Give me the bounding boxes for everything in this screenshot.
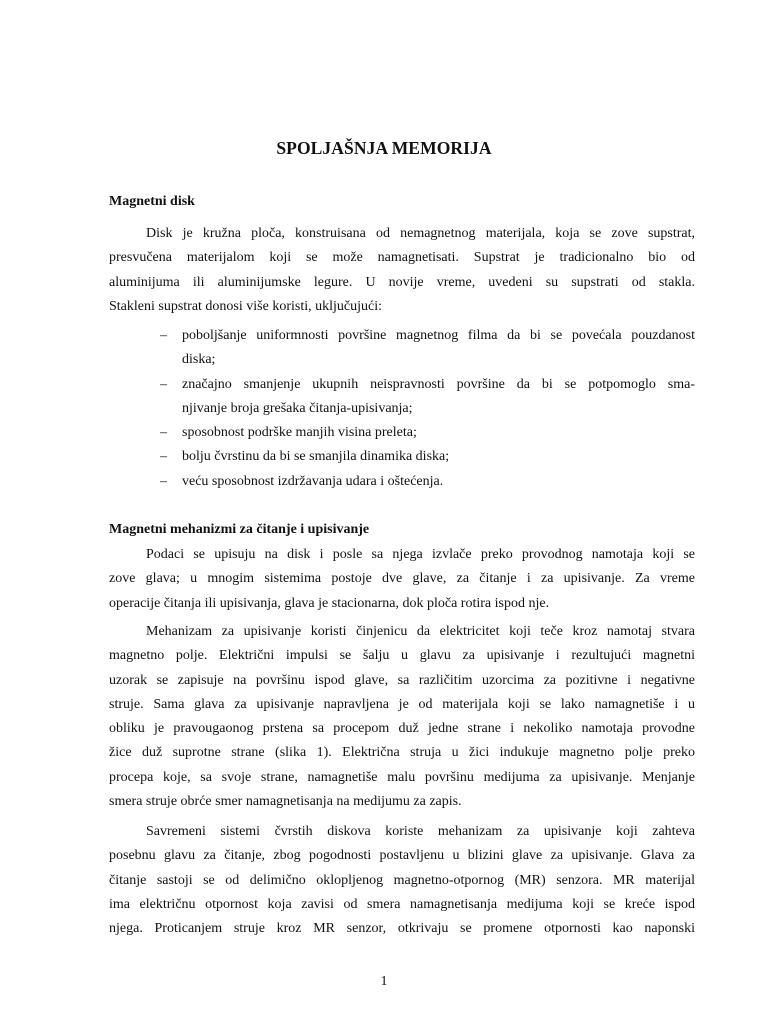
- text-line: Disk je kružna ploča, konstruisana od nemagnetnog materijala, koja se zove supstrat,: [146, 226, 695, 241]
- list-item: [109, 324, 695, 373]
- text-line: žice duž suprotne strane (slika 1). Električna struja u žici indukuje magnetno polje preko: [109, 745, 695, 761]
- text-line: diska;: [182, 352, 216, 368]
- text-line: obliku je pravougaonog prstena sa procepom duž jedne strane i nekoliko namotaja provodne: [109, 721, 695, 737]
- text-line: bolju čvrstinu da bi se smanjila dinamika diska;: [182, 449, 450, 465]
- text-line: čitanje sastoji se od delimično oklopljenog magnetno-otpornog (MR) senzora. MR materijal: [109, 872, 695, 888]
- paragraph-2: [109, 620, 695, 814]
- text-line: njivanje broja grešaka čitanja-upisivanja;: [182, 400, 413, 416]
- section-heading-magnetni-disk: Magnetni disk: [109, 194, 195, 209]
- text-line: aluminijuma ili aluminijumske legure. U novije vreme, uvedeni su supstrati od stakla.: [109, 274, 695, 290]
- text-line: veću sposobnost izdržavanja udara i oštećenja.: [182, 473, 444, 489]
- text-line: presvučena materijalom koji se može namagnetisati. Supstrat je tradicionalno bio od: [109, 250, 695, 266]
- paragraph-disk-intro: [109, 222, 695, 319]
- text-line: zove glava; u mnogim sistemima postoje dve glave, za čitanje i za upisivanje. Za vreme: [109, 571, 695, 587]
- text-line: smera struje obrće smer namagnetisanja na medijumu za zapis.: [109, 794, 462, 810]
- text-line: Stakleni supstrat donosi više koristi, uključujući:: [109, 298, 382, 314]
- text-line: Podaci se upisuju na disk i posle sa njega izvlače preko provodnog namotaja koji se: [146, 547, 695, 562]
- page-title: SPOLJAŠNJA MEMORIJA: [276, 138, 492, 158]
- bullet-dash: –: [160, 376, 167, 392]
- text-line: sposobnost podrške manjih visina preleta;: [182, 425, 417, 441]
- benefits-list: [109, 324, 695, 494]
- page-number: 1: [380, 974, 388, 989]
- bullet-dash: –: [160, 328, 167, 343]
- list-item: [109, 373, 695, 422]
- text-line: uzorak se zapisuje na površinu ispod glave, sa različitim uzorcima za pozitivne i negativne: [109, 672, 695, 688]
- paragraph-3: [109, 820, 695, 941]
- text-line: procepa koje, sa svoje strane, namagnetiše malu površinu medijuma za upisivanje. Menjanje: [109, 769, 695, 785]
- paragraph-1: [109, 543, 695, 616]
- list-item: [109, 421, 695, 445]
- list-item: [109, 470, 695, 494]
- text-line: značajno smanjenje ukupnih neispravnosti površine da bi se potpomoglo sma-: [182, 376, 695, 392]
- list-item: [109, 445, 695, 469]
- bullet-dash: –: [160, 473, 167, 489]
- bullet-dash: –: [160, 449, 167, 465]
- text-line: magnetno polje. Električni impulsi se šalju u glavu za upisivanje i rezultujući magnetni: [109, 648, 695, 664]
- text-line: posebnu glavu za čitanje, zbog pogodnosti postavljenu u blizini glave za upisivanje. Glava za: [109, 848, 695, 864]
- section-heading-mehanizmi: Magnetni mehanizmi za čitanje i upisivanje: [109, 522, 370, 537]
- text-line: Mehanizam za upisivanje koristi činjenicu da elektricitet koji teče kroz namotaj stvara: [146, 624, 695, 639]
- text-line: Savremeni sistemi čvrstih diskova koriste mehanizam za upisivanje koji zahteva: [146, 824, 695, 839]
- text-line: njega. Proticanjem struje kroz MR senzor, otkrivaju se promene otpornosti kao naponski: [109, 921, 695, 937]
- bullet-dash: –: [160, 425, 167, 441]
- text-line: ima električnu otpornost koja zavisi od smera namagnetisanja medijuma koji se kreće ispod: [109, 896, 695, 912]
- text-line: operacije čitanja ili upisivanja, glava je stacionarna, dok ploča rotira ispod nje.: [109, 595, 550, 611]
- text-line: poboljšanje uniformnosti površine magnetnog filma da bi se povećala pouzdanost: [182, 328, 695, 343]
- text-line: struje. Sama glava za upisivanje napravljena je od materijala koji se lako namagnetiše i u: [109, 696, 695, 712]
